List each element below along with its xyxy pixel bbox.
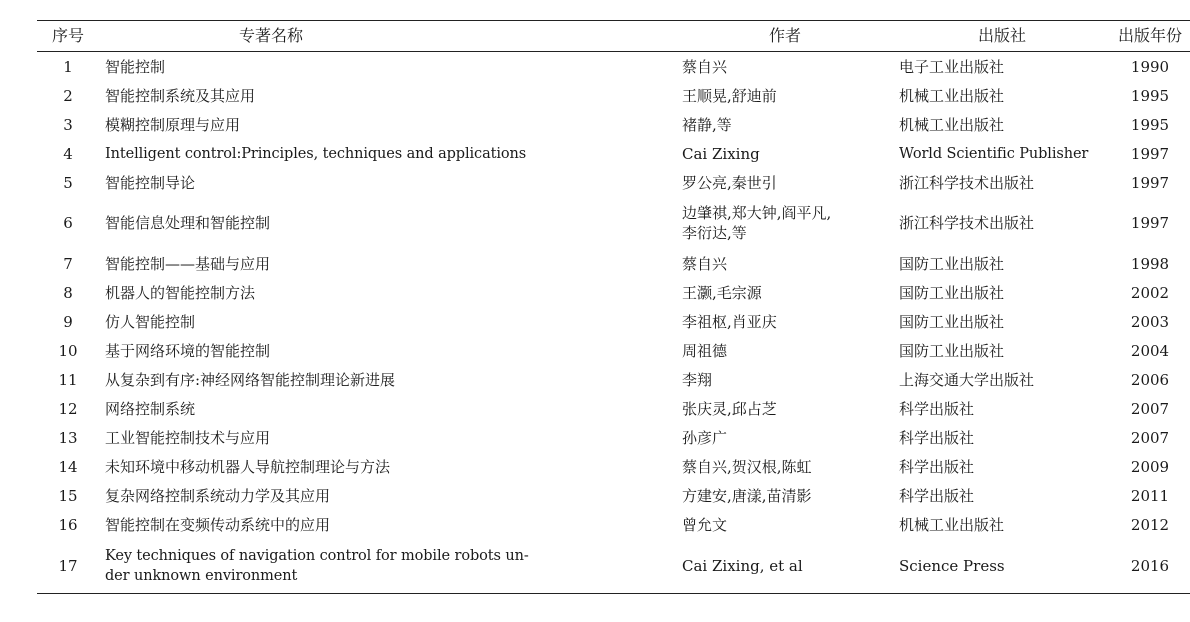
cell-author: 孙彦广 <box>682 428 728 447</box>
cell-author <box>676 197 894 249</box>
cell-publisher: 科学出版社 <box>899 486 975 505</box>
cell-year: 1995 <box>1130 86 1170 105</box>
table-row <box>37 139 1190 168</box>
cell-publisher: 机械工业出版社 <box>899 115 1005 134</box>
cell-title-line: der unknown environment <box>105 568 298 584</box>
cell-publisher: 电子工业出版社 <box>899 57 1005 76</box>
cell-publisher: 浙江科学技术出版社 <box>899 214 1035 232</box>
header-author: 作者 <box>768 26 801 45</box>
cell-publisher: Science Press <box>899 557 1005 575</box>
table-header-row <box>37 21 1190 52</box>
cell-author: 李祖枢,肖亚庆 <box>682 312 777 331</box>
cell-year: 2011 <box>1130 486 1170 505</box>
cell-no: 4 <box>63 144 73 163</box>
cell-author: 曾允文 <box>682 515 728 534</box>
cell-no: 15 <box>58 486 78 505</box>
table-row <box>37 81 1190 110</box>
cell-title: 未知环境中移动机器人导航控制理论与方法 <box>105 457 391 476</box>
cell-no: 6 <box>63 214 73 232</box>
table-row <box>37 452 1190 481</box>
cell-publisher: 国防工业出版社 <box>899 283 1005 302</box>
cell-title: 基于网络环境的智能控制 <box>105 341 271 360</box>
cell-no: 5 <box>63 173 73 192</box>
monograph-table <box>37 20 1190 594</box>
cell-no: 13 <box>58 428 78 447</box>
table-row <box>37 481 1190 510</box>
cell-year: 1990 <box>1130 57 1170 76</box>
cell-publisher: 国防工业出版社 <box>899 341 1005 360</box>
cell-author-line: 李衍达,等 <box>682 224 747 242</box>
cell-title: Intelligent control:Principles, techniques and applications <box>105 145 527 162</box>
header-title: 专著名称 <box>239 26 304 45</box>
cell-author: 蔡自兴 <box>682 254 728 273</box>
cell-year: 2007 <box>1130 399 1170 418</box>
cell-title: 智能控制——基础与应用 <box>105 254 271 273</box>
cell-no: 2 <box>63 86 73 105</box>
cell-no: 17 <box>58 557 78 575</box>
cell-title: 工业智能控制技术与应用 <box>105 428 271 447</box>
cell-title: 机器人的智能控制方法 <box>105 283 256 302</box>
cell-author: Cai Zixing <box>682 144 760 163</box>
table-row <box>37 307 1190 336</box>
cell-year: 2016 <box>1130 557 1170 575</box>
cell-publisher: 机械工业出版社 <box>899 86 1005 105</box>
cell-author: Cai Zixing, et al <box>682 557 803 575</box>
cell-no: 12 <box>58 399 78 418</box>
cell-no: 10 <box>58 341 78 360</box>
cell-year: 2003 <box>1130 312 1170 331</box>
cell-title <box>99 539 676 594</box>
cell-title: 智能控制系统及其应用 <box>105 86 256 105</box>
cell-publisher: 科学出版社 <box>899 428 975 447</box>
cell-no: 8 <box>63 283 73 302</box>
cell-title: 智能控制导论 <box>105 173 196 192</box>
cell-title: 网络控制系统 <box>105 399 196 418</box>
cell-publisher: 国防工业出版社 <box>899 312 1005 331</box>
cell-title: 从复杂到有序:神经网络智能控制理论新进展 <box>105 370 396 389</box>
cell-title: 智能控制在变频传动系统中的应用 <box>105 515 331 534</box>
cell-publisher: 机械工业出版社 <box>899 515 1005 534</box>
cell-no: 3 <box>63 115 73 134</box>
cell-year: 2006 <box>1130 370 1170 389</box>
cell-no: 9 <box>63 312 73 331</box>
cell-year: 1997 <box>1130 173 1170 192</box>
table-row <box>37 52 1190 82</box>
table-row <box>37 168 1190 197</box>
table-row <box>37 394 1190 423</box>
cell-title: 智能信息处理和智能控制 <box>105 214 271 232</box>
cell-publisher: 科学出版社 <box>899 399 975 418</box>
cell-author: 张庆灵,邱占芝 <box>682 399 777 418</box>
monograph-table-container <box>37 20 1182 594</box>
cell-author: 王灏,毛宗源 <box>682 283 762 302</box>
table-row <box>37 539 1190 594</box>
cell-title-line: Key techniques of navigation control for mobile robots un- <box>105 548 529 564</box>
cell-author: 王顺晃,舒迪前 <box>682 86 777 105</box>
table-row <box>37 423 1190 452</box>
cell-no: 16 <box>58 515 78 534</box>
cell-author: 周祖德 <box>682 341 728 360</box>
header-publisher: 出版社 <box>977 26 1026 45</box>
table-row <box>37 249 1190 278</box>
cell-author: 蔡自兴,贺汉根,陈虹 <box>682 457 812 476</box>
cell-author: 李翔 <box>682 370 713 389</box>
cell-no: 7 <box>63 254 73 273</box>
table-row <box>37 110 1190 139</box>
cell-title: 复杂网络控制系统动力学及其应用 <box>105 486 331 505</box>
cell-year: 2002 <box>1130 283 1170 302</box>
header-year: 出版年份 <box>1117 26 1182 45</box>
cell-author: 罗公亮,秦世引 <box>682 173 777 192</box>
table-row <box>37 365 1190 394</box>
cell-publisher: 浙江科学技术出版社 <box>899 173 1035 192</box>
cell-publisher: 国防工业出版社 <box>899 254 1005 273</box>
cell-author-line: 边肇祺,郑大钟,阎平凡, <box>682 204 832 222</box>
cell-year: 2007 <box>1130 428 1170 447</box>
cell-year: 1997 <box>1130 144 1170 163</box>
table-row <box>37 510 1190 539</box>
cell-year: 2004 <box>1130 341 1170 360</box>
header-no: 序号 <box>51 26 84 45</box>
cell-year: 1995 <box>1130 115 1170 134</box>
cell-author: 褚静,等 <box>682 115 732 134</box>
cell-title: 仿人智能控制 <box>105 312 196 331</box>
cell-year: 2009 <box>1130 457 1170 476</box>
cell-publisher: World Scientific Publisher <box>899 145 1089 162</box>
cell-year: 1997 <box>1130 214 1170 232</box>
cell-no: 11 <box>58 370 78 389</box>
table-row <box>37 336 1190 365</box>
cell-author: 方建安,唐漾,苗清影 <box>682 486 812 505</box>
cell-title: 智能控制 <box>105 57 166 76</box>
cell-author: 蔡自兴 <box>682 57 728 76</box>
cell-publisher: 科学出版社 <box>899 457 975 476</box>
cell-publisher: 上海交通大学出版社 <box>899 370 1035 389</box>
cell-no: 14 <box>58 457 78 476</box>
cell-no: 1 <box>63 57 73 76</box>
cell-year: 2012 <box>1130 515 1170 534</box>
table-row <box>37 278 1190 307</box>
cell-title: 模糊控制原理与应用 <box>105 115 241 134</box>
cell-year: 1998 <box>1130 254 1170 273</box>
table-row <box>37 197 1190 249</box>
